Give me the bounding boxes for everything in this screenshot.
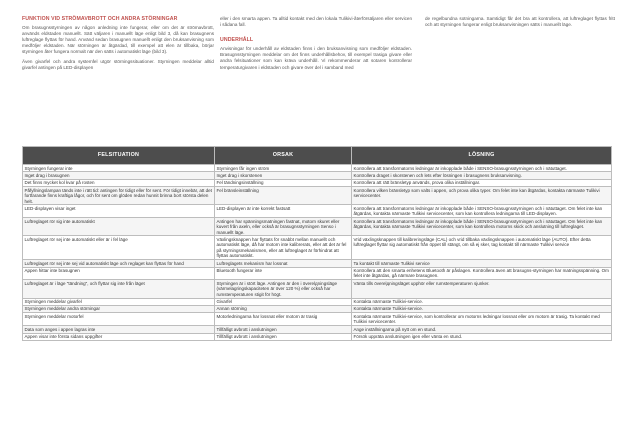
cell-cause: Bluetooth fungerar inte — [215, 267, 352, 280]
cell-situation: Påfyllningslampan tänds inte i rätt tid: antingen för tidigt eller för sent. För tidigt innebär, att det fortfarande finns kraftiga lågor, och för sent om glöden redan hunnit brinna bort största delen helt. — [23, 187, 215, 205]
cell-solution: Kontrollera att transformatorns ledningar är inkopplade både i SENSO-brasugnsstyrningen och i nätuttaget. — [352, 165, 612, 172]
cell-solution: Kontakta närmaste Tulikivi-service, som kontrollerar om motorns ledningar lossnat eller om motorn är trasig. Ta kontakt med Tulikivi servicecenter. — [352, 313, 612, 326]
cell-solution: Vrid växlingsknappen till kalibreringsläge (CAL) och vrid tillbaka växlingsknappen i automatiskt läge (AUTO). Efter detta luftreglaget flyttar sig automatiskt från öppet till stängt, om så ej sker, tag kontakt till närmaste Tulikivi service — [352, 236, 612, 260]
table-row — [23, 205, 612, 218]
cell-situation: Luftreglaget rör sej inte sej vid automatiskt läge och reglaget kan flyttas för hand — [23, 260, 215, 267]
power-failure-heading: FUNKTION VID STRÖMAVBROTT OCH ANDRA STÖRNINGAR — [22, 16, 178, 22]
cell-cause: Fel bränsleinställning — [215, 187, 352, 205]
cell-solution: Kontrollera att rätt bränsletyp används, prova olika inställningar. — [352, 179, 612, 186]
table-row — [23, 333, 612, 340]
cell-cause: LED-displayen är inte korrekt fastsatt — [215, 205, 352, 218]
cell-cause: Fel tändningsinställning — [215, 179, 352, 186]
cell-situation: Appen visar inte första sidans uppgifter — [23, 333, 215, 340]
table-header-row — [23, 147, 612, 165]
cell-situation: Styrningen meddelar motorfel — [23, 313, 215, 326]
cell-cause: Inget drag i skorstenen — [215, 172, 352, 179]
table-row — [23, 326, 612, 333]
cell-situation: LED-displayen visar inget — [23, 205, 215, 218]
maintenance-paragraph: Anvisningar för underhåll av eldstaden finns i den bruksanvisning som medföljer eldstaden. Brasugnsstyrningen meddelar om det finns underhållsbehov, till exempel trasiga givare eller andra felsituationer som kan kräva underhåll. Vi rekommenderar att sotaren kontrollerar temperaturgivaren i eldstaden och givare över del i samband med — [220, 46, 412, 70]
header-orsak: ORSAK — [215, 147, 352, 165]
cell-solution: Kontrollera draget i skorstenen och lets efter lösningen i brasugnens bruksanvisning. — [352, 172, 612, 179]
table-row — [23, 172, 612, 179]
cell-cause: Antingen har spänningsmatningen fastnat, motorn skuret eller kuvert från axeln, eller också är brasugnsstyrningen Senso i manuellt läge. — [215, 218, 352, 236]
table-row — [23, 218, 612, 236]
cell-solution: Kontrollera vilken bränsletyp som valts i appen, och prova olika typer. Om felet inte kan åtgärdas, kontakta närmaste Tulikivi servicecenter. — [352, 187, 612, 205]
cell-cause: Växlingsknappen har flyttats för snabbt mellan manuellt och automatiskt läge, då har motorn inte kalibrerats, eller att det är fel på styrningsmekanismen, eller att luftreglaget är förhindrat att flyttas automatiskt. — [215, 236, 352, 260]
header-losning: LÖSNING — [352, 147, 612, 165]
intro-left-column — [22, 16, 214, 74]
table-row — [23, 187, 612, 205]
maintenance-heading: UNDERHÅLL — [220, 37, 254, 44]
intro-paragraph-1: Om brasugnsstyrningen av någon anledning inte fungerar, eller om det är strömavbrott, används eldstaden manuellt. Sätt väljaren i manuellt läge enligt bild 3, då kan brasugnens luftreglage flyttas för hand. Använd sedan brasugnen manuellt enligt den bruksanvisning som medföljer eldstaden. När störningen är åtgärdad, till exempel att elen är tillbaka, börjar styrningen åter fungera normalt när den sätts i automatiskt läge (bild 3). — [22, 25, 214, 55]
intro-middle-column — [220, 16, 412, 74]
cell-solution: Vänta tills överelдningsläget upphör eller rumstemperaturen sjunker. — [352, 280, 612, 298]
table-row — [23, 267, 612, 280]
table-row — [23, 313, 612, 326]
cell-cause: Tillfälligt avbrott i anslutningen — [215, 326, 352, 333]
cell-situation: Appen hittar inte brasugnen — [23, 267, 215, 280]
cell-cause: Tillfälligt avbrott i anslutningen — [215, 333, 352, 340]
cell-situation: Styrningen meddelar givarfel — [23, 298, 215, 305]
table-row — [23, 260, 612, 267]
cell-cause: Motorledningarna har lossnat eller motorn är trasig — [215, 313, 352, 326]
intro-paragraph-2: Även givarfel och andra systemfel utgör störningssituationer. Styrningen meddelar alltid givarfel antingen på LED-displayen — [22, 58, 214, 70]
cell-situation: Styrningen fungerar inte — [23, 165, 215, 172]
cell-situation: Styrningen meddelar andra störningar — [23, 305, 215, 312]
table-row — [23, 165, 612, 172]
table-row — [23, 179, 612, 186]
cell-solution: Kontrollera att transformatorns ledningar är inkopplade både i SENSO-brasugnsstyrningen och i nätuttaget. Om felet inte kan åtgärdas, kontakta närmaste Tulikivi servicecenter, som kan kontrollera ledningarna till LED-displayen. — [352, 205, 612, 218]
cell-situation: Det finns mycket kol kvar på rosten — [23, 179, 215, 186]
troubleshooting-table — [22, 146, 612, 341]
intro-right-text: de regelbundna sotningarna. Samtidigt får det bra att kontrollera, att luftreglaget flyttas fritt och att styrningen fungerar enligt bruksanvisningen sätts i manuellt läge. — [425, 16, 615, 28]
intro-middle-lead: eller i den smarta appen. Ta alltid kontakt med den lokala Tulikivi-återförsäljaren eller servicen i sådana fall. — [220, 16, 412, 28]
cell-situation: Luftreglaget rör sig inte automatiskt — [23, 218, 215, 236]
cell-situation: Luftreglaget är i läge "tändning", och flyttar sig inte från läget — [23, 280, 215, 298]
cell-cause: Givarfel — [215, 298, 352, 305]
table-row — [23, 236, 612, 260]
cell-cause: Styrningen är i stört läge. Antingen är den i överelдningsläge (värmelagringskapaciteten är över 120 %) eller också har rumstemperaturen stigit för högt. — [215, 280, 352, 298]
cell-solution: Ange inställningarna på nytt om en stund. — [352, 326, 612, 333]
table-row — [23, 298, 612, 305]
cell-solution: Kontrollera att den smarta enhetens Bluetooth är påslagen. Kontrollera även att brasugns-styrningen har matningsspänning. Om felet inte åtgärdas, gå närmare brasugnen. — [352, 267, 612, 280]
cell-solution: Kontrollera att transformatorns ledningar är inkopplade både i SENSO-brasugnsstyrningen och i nätuttaget. Om felet inte kan åtgärdas, kontakta närmaste Tulikivi servicecenter, som kan kontrollera motorns skick och anslutning till luftreglaget. — [352, 218, 612, 236]
intro-right-column — [425, 16, 615, 31]
cell-situation: Data som anges i appen lagras inte — [23, 326, 215, 333]
cell-cause: Luftreglagets mekanism har lossnat — [215, 260, 352, 267]
cell-situation: Inget drag i brasugnen — [23, 172, 215, 179]
cell-solution: Ta kontakt till närmaste Tulikivi service — [352, 260, 612, 267]
table-row — [23, 305, 612, 312]
cell-cause: Annan störning — [215, 305, 352, 312]
cell-solution: Försök uppräta anslutningen igen eller vänta en stund. — [352, 333, 612, 340]
header-felsituation: FELSITUATION — [23, 147, 215, 165]
cell-solution: Kontakta närmaste Tulikivi-service. — [352, 298, 612, 305]
cell-situation: Luftreglaget rör sej inte automatiskt eller är i fel läge — [23, 236, 215, 260]
table-row — [23, 280, 612, 298]
cell-solution: Kontakta närmaste Tulikivi-service. — [352, 305, 612, 312]
cell-cause: Styrningen får ingen ström — [215, 165, 352, 172]
